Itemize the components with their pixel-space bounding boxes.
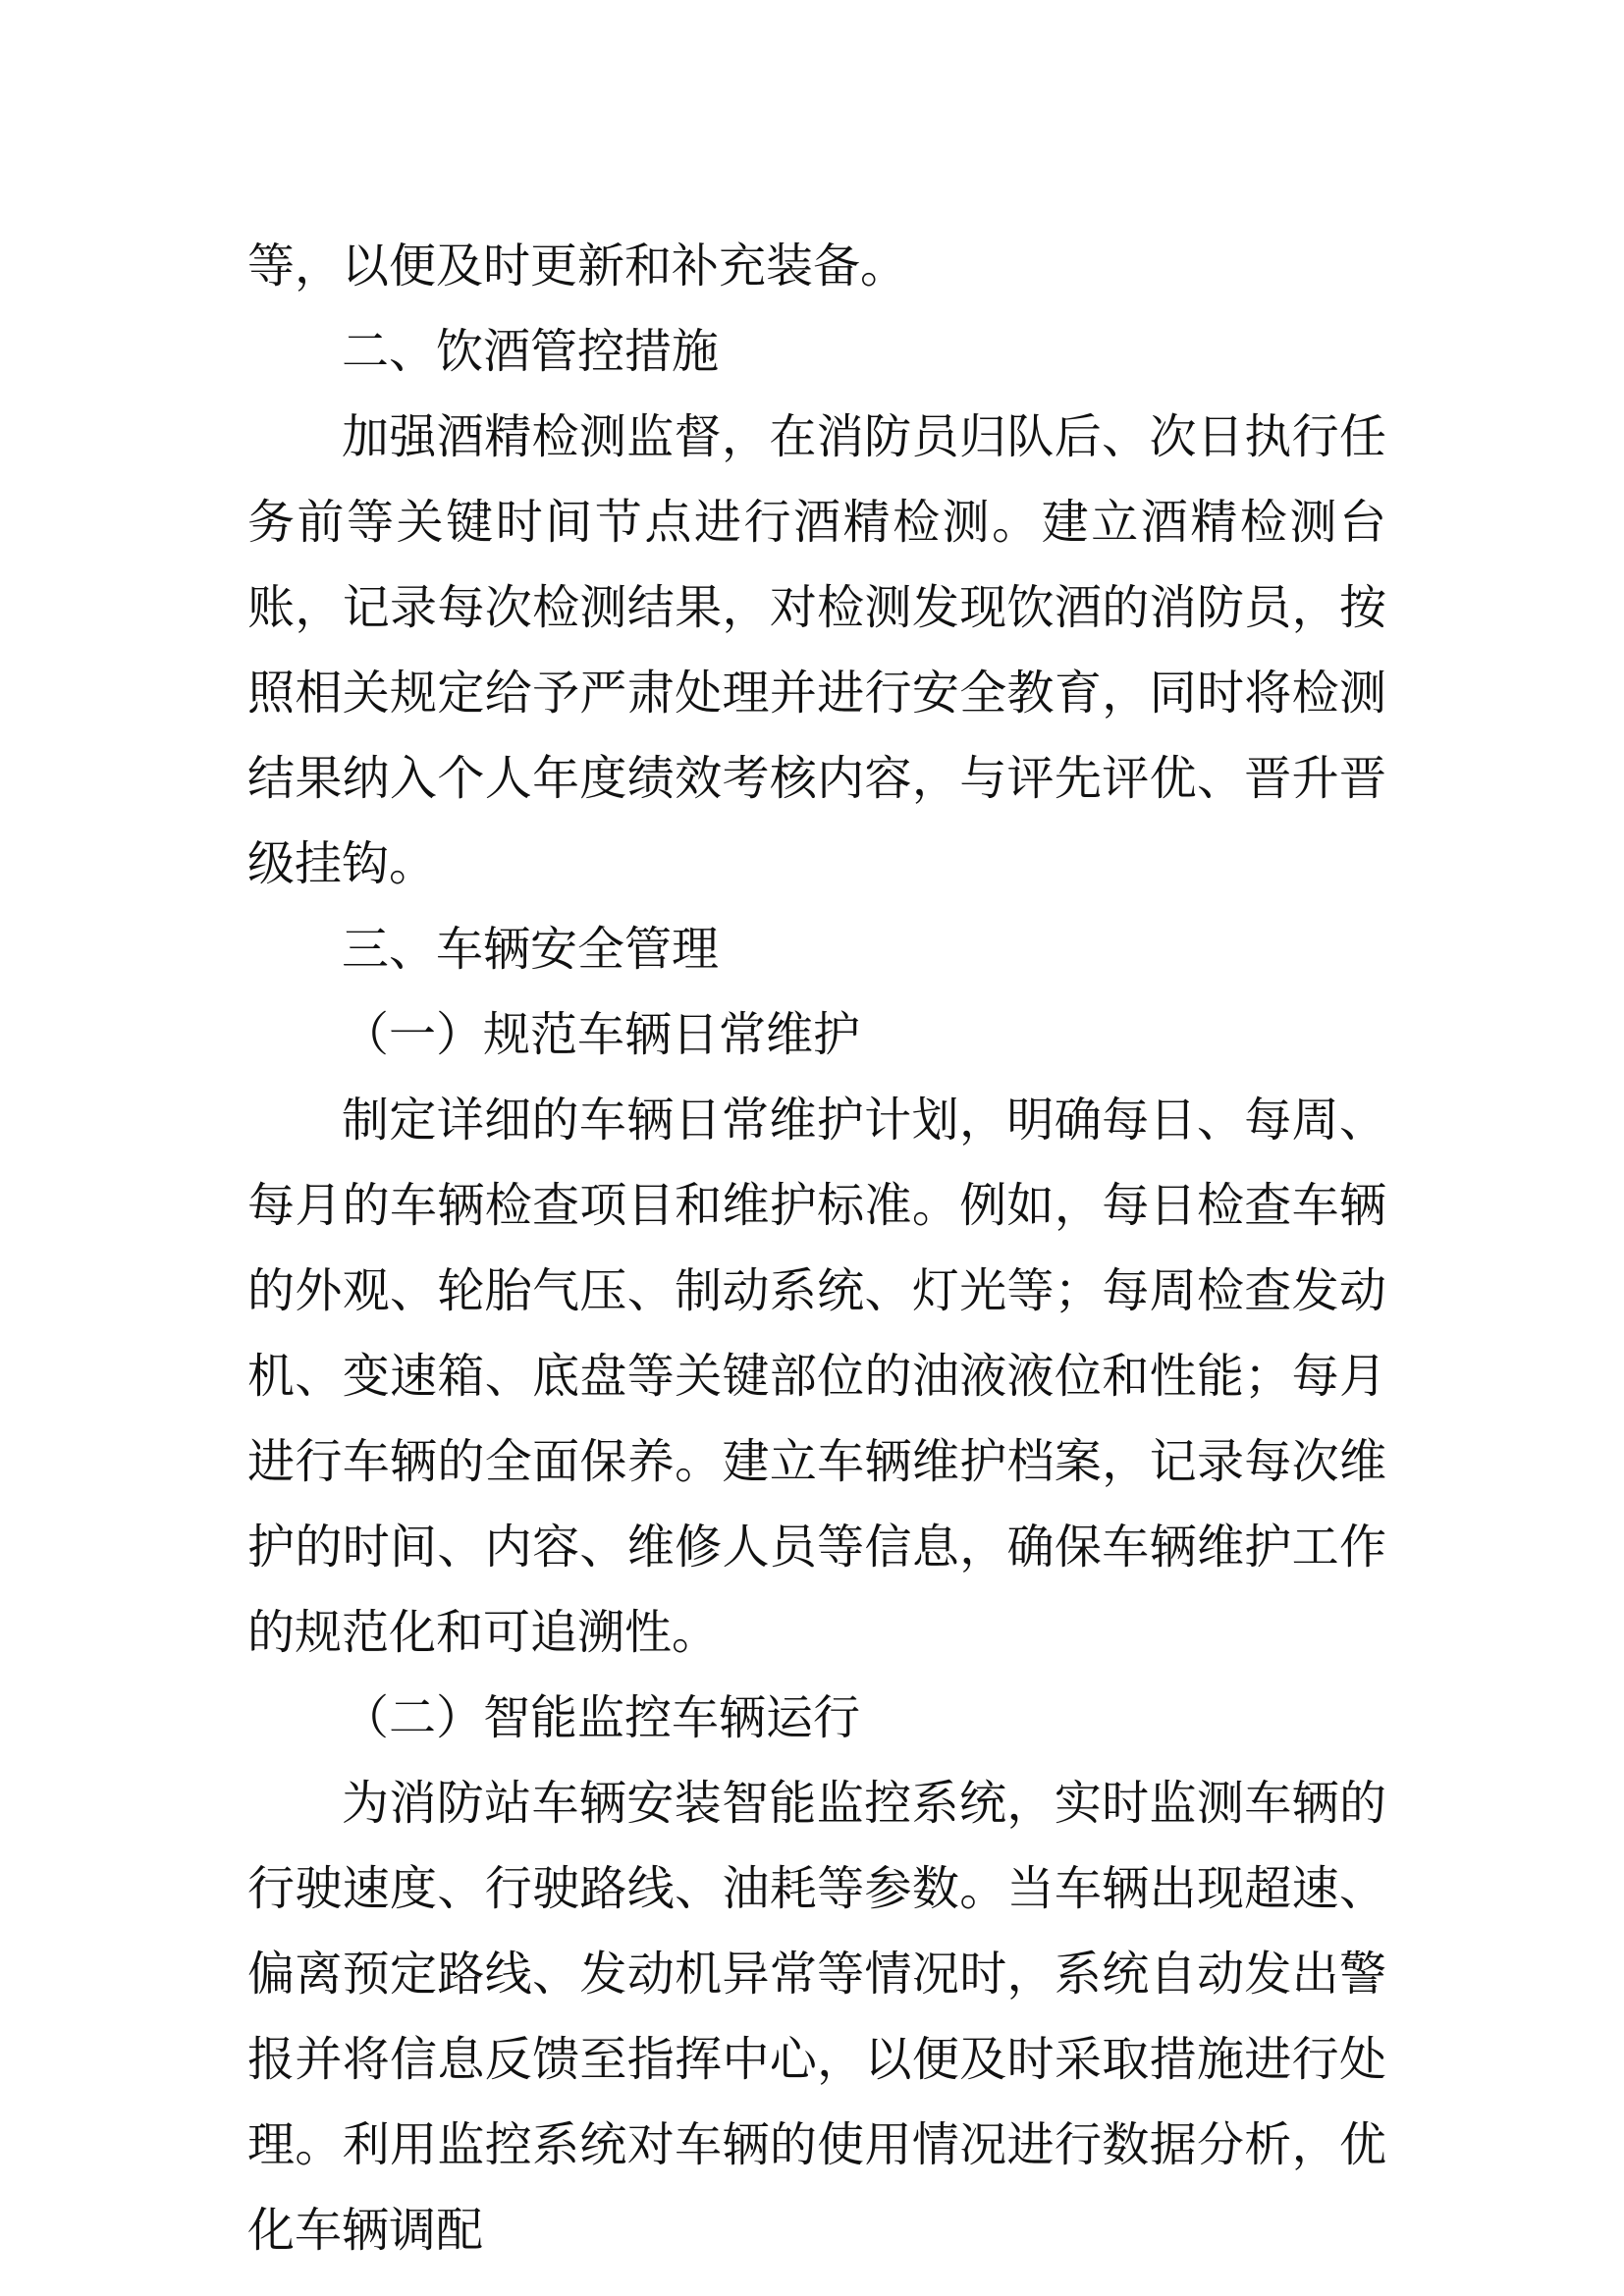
subheading-vehicle-monitoring: （二）智能监控车辆运行 [342, 1690, 861, 1745]
paragraph-vehicle-maintenance: 制定详细的车辆日常维护计划，明确每日、每周、每月的车辆检查项目和维护标准。例如，每日检查车辆的外观、轮胎气压、制动系统、灯光等；每周检查发动机、变速箱、底盘等关键部位的油液液位和性能；每月进行车辆的全面保养。建立车辆维护档案，记录每次维护的时间、内容、维修人员等信息，确保车辆维护工作的规范化和可追溯性。 [247, 1093, 1386, 1660]
paragraph-vehicle-monitoring: 为消防站车辆安装智能监控系统，实时监测车辆的行驶速度、行驶路线、油耗等参数。当车辆出现超速、偏离预定路线、发动机异常等情况时，系统自动发出警报并将信息反馈至指挥中心，以便及时采取措施进行处理。利用监控系统对车辆的使用情况进行数据分析，优化车辆调配 [247, 1776, 1386, 2258]
paragraph-continued: 等，以便及时更新和补充装备。 [247, 239, 908, 294]
paragraph-alcohol-testing: 加强酒精检测监督，在消防员归队后、次日执行任务前等关键时间节点进行酒精检测。建立酒精检测台账，记录每次检测结果，对检测发现饮酒的消防员，按照相关规定给予严肃处理并进行安全教育，同时将检测结果纳入个人年度绩效考核内容，与评先评优、晋升晋级挂钩。 [247, 409, 1386, 891]
document-body [247, 224, 1386, 2273]
subheading-vehicle-maintenance: （一）规范车辆日常维护 [342, 1007, 861, 1062]
section-heading-vehicle-safety: 三、车辆安全管理 [342, 922, 720, 977]
section-heading-alcohol-control: 二、饮酒管控措施 [342, 324, 720, 379]
